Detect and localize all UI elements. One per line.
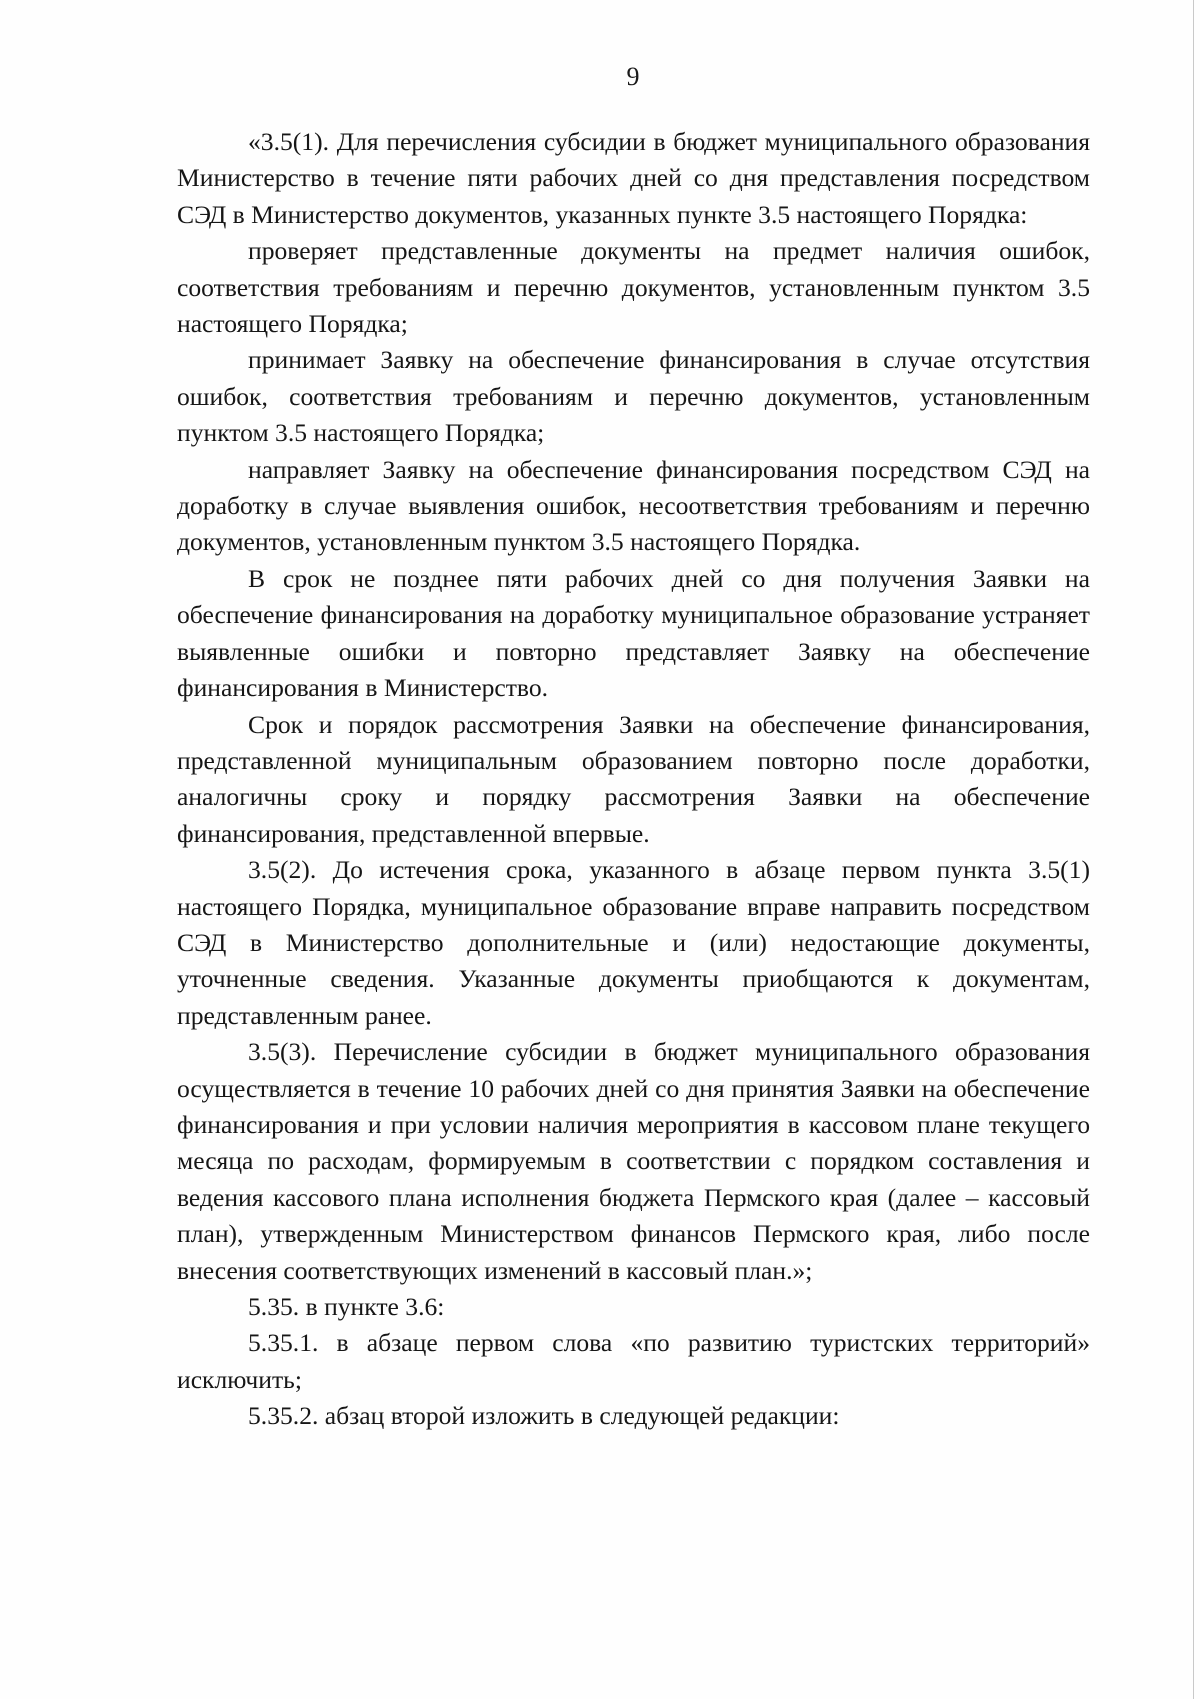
paragraph-returns-request: направляет Заявку на обеспечение финансирования посредством СЭД на доработку в случае выявления ошибок, несоответствия требованиям и перечню документов, установленным пунктом 3.5 настоящего Порядка. <box>177 454 1090 557</box>
paragraph-accepts-request: принимает Заявку на обеспечение финансирования в случае отсутствия ошибок, соответствия требованиям и перечню документов, установленным пунктом 3.5 настоящего Порядка; <box>177 345 1090 448</box>
paragraph-3-5-1-intro: «3.5(1). Для перечисления субсидии в бюджет муниципального образования Министерство в течение пяти рабочих дней со дня представления посредством СЭД в Министерство документов, указанных пункте 3.5 настоящего Порядка: <box>177 127 1090 229</box>
paragraph-5-35: 5.35. в пункте 3.6: <box>248 1292 445 1321</box>
paragraph-5-35-2: 5.35.2. абзац второй изложить в следующей редакции: <box>248 1401 840 1431</box>
paragraph-checks-documents: проверяет представленные документы на предмет наличия ошибок, соответствия требованиям и перечню документов, установленным пунктом 3.5 настоящего Порядка; <box>177 236 1090 339</box>
paragraph-review-terms: Срок и порядок рассмотрения Заявки на обеспечение финансирования, представленной муниципальным образованием повторно после доработки, аналогичны сроку и порядку рассмотрения Заявки на обеспечение финансирования, представленной впервые. <box>177 709 1090 848</box>
document-body <box>177 124 1090 1435</box>
paragraph-3-5-2: 3.5(2). До истечения срока, указанного в абзаце первом пункта 3.5(1) настоящего Порядка, муниципальное образование вправе направить посредством СЭД в Министерство дополнительные и (или) недостающие документы, уточненные сведения. Указанные документы приобщаются к документам, представленным ранее. <box>177 855 1090 1030</box>
paragraph-correction-deadline: В срок не позднее пяти рабочих дней со дня получения Заявки на обеспечение финансирования на доработку муниципальное образование устраняет выявленные ошибки и повторно представляет Заявку на обеспечение финансирования в Министерство. <box>177 563 1090 703</box>
paragraph-3-5-3: 3.5(3). Перечисление субсидии в бюджет муниципального образования осуществляется в течение 10 рабочих дней со дня принятия Заявки на обеспечение финансирования и при условии наличия мероприятия в кассовом плане текущего месяца по расходам, формируемым в соответствии с порядком составления и ведения кассового плана исполнения бюджета Пермского края (далее – кассовый план), утвержденным Министерством финансов Пермского края, либо после внесения соответствующих изменений в кассовый план.»; <box>177 1037 1090 1285</box>
paragraph-5-35-1: 5.35.1. в абзаце первом слова «по развитию туристских территорий» исключить; <box>177 1328 1090 1394</box>
scan-edge-divider <box>1193 0 1194 1699</box>
page-number: 9 <box>626 62 640 91</box>
